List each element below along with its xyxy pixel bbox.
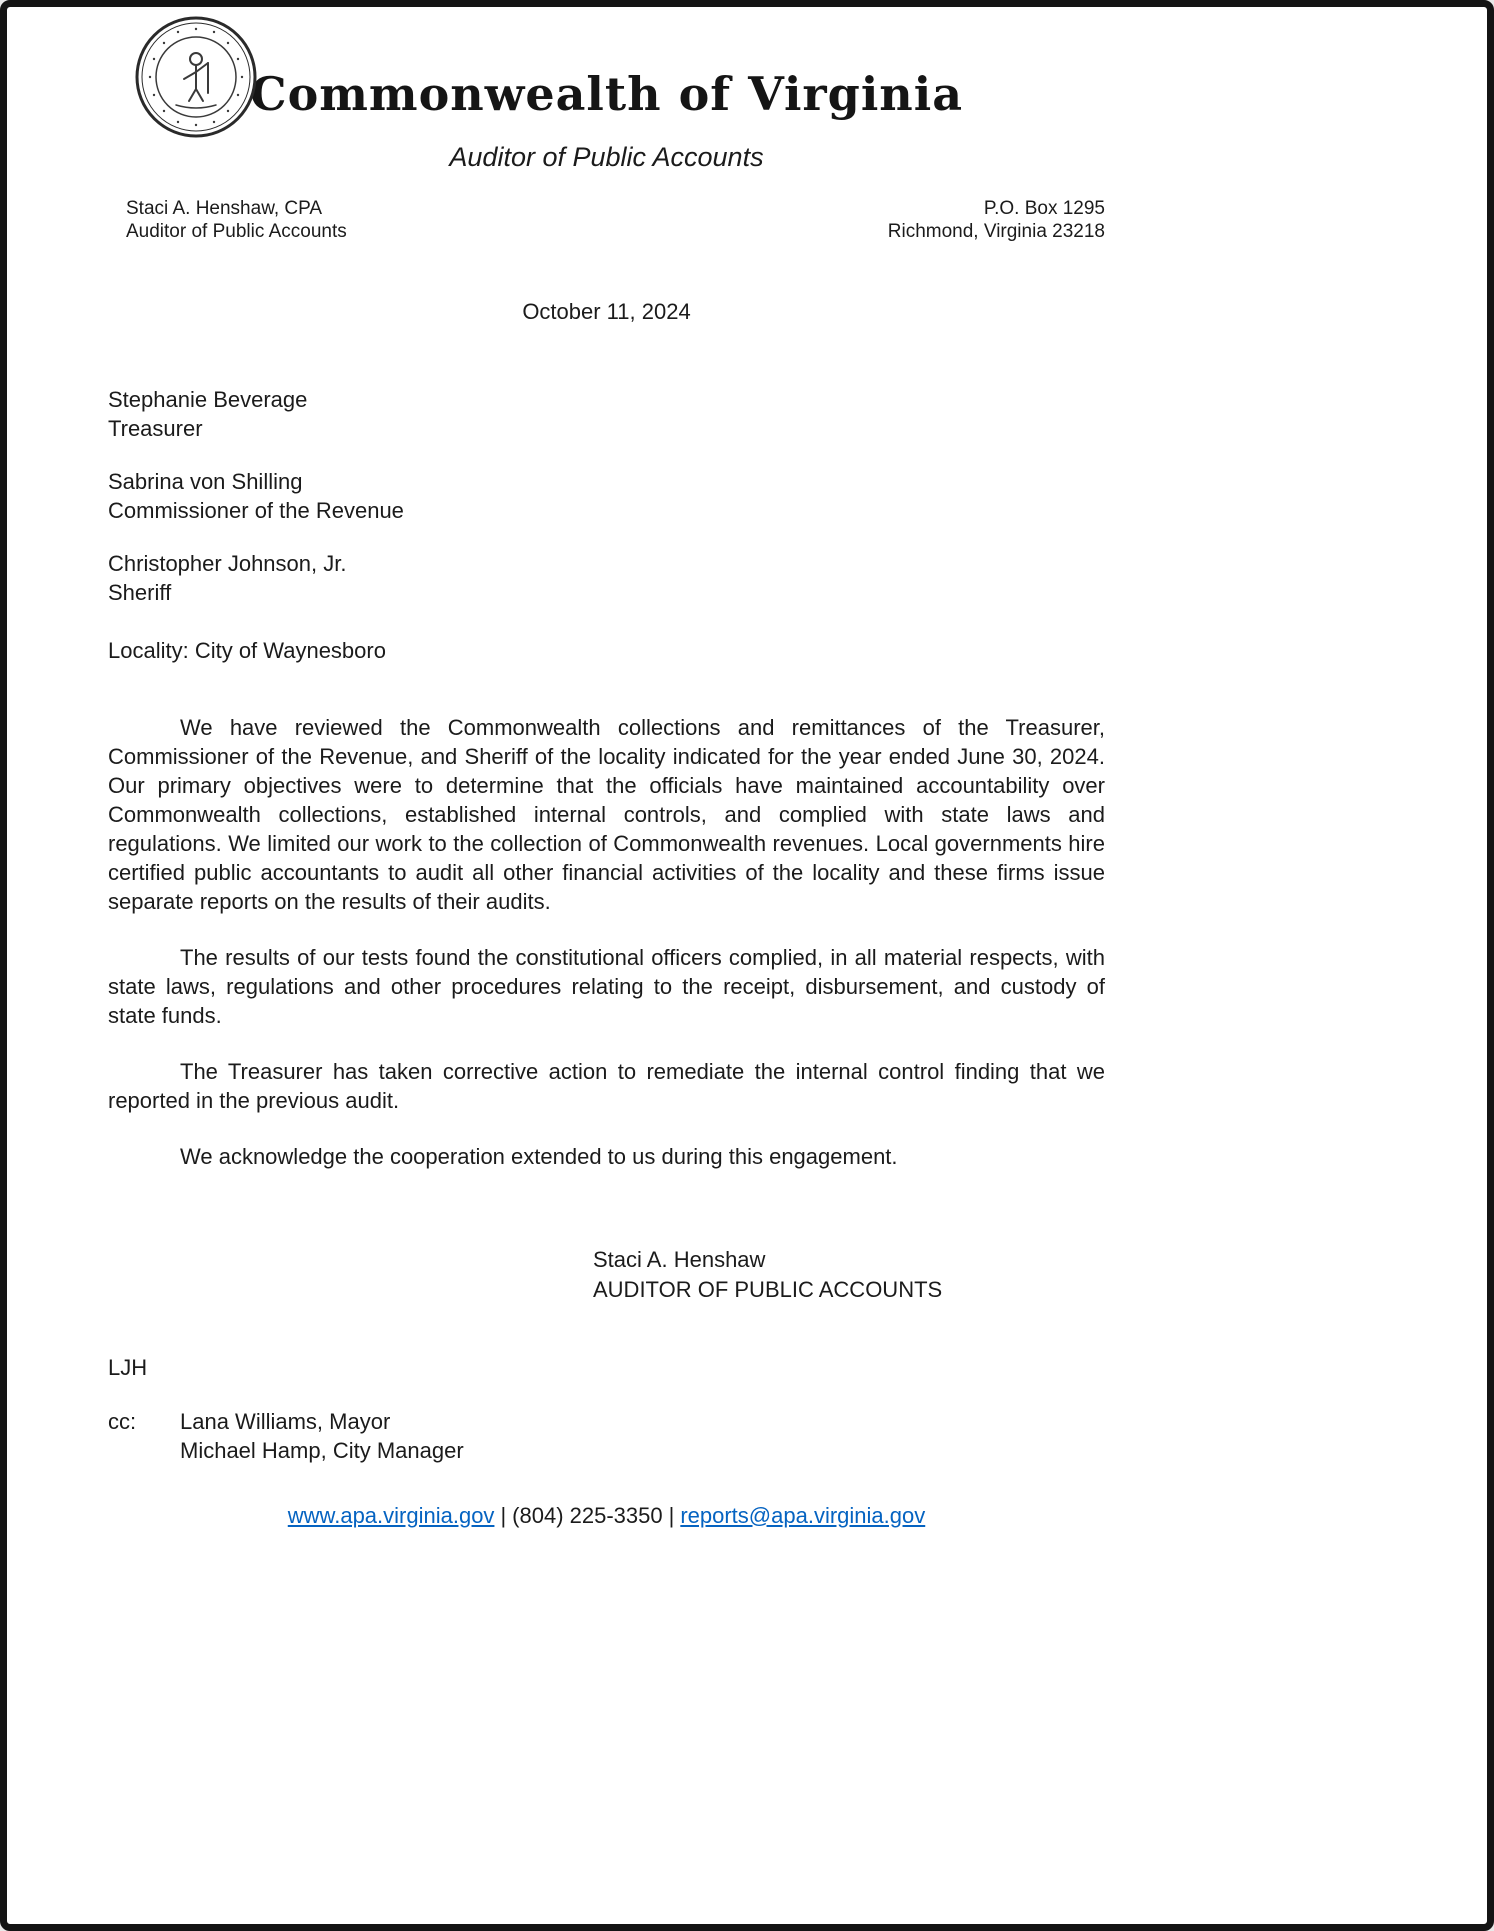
recipient-title: Treasurer bbox=[108, 415, 203, 441]
official-name: Staci A. Henshaw, CPA bbox=[126, 197, 323, 219]
virginia-state-seal-icon bbox=[134, 15, 258, 139]
letterhead-info bbox=[108, 197, 1105, 243]
cc-names bbox=[180, 1407, 464, 1465]
official-title: Auditor of Public Accounts bbox=[126, 220, 347, 242]
signature-name: Staci A. Henshaw bbox=[593, 1246, 766, 1272]
recipient-title: Commissioner of the Revenue bbox=[108, 497, 404, 523]
phone-number: (804) 225-3350 bbox=[512, 1502, 663, 1528]
recipient-name: Sabrina von Shilling bbox=[108, 468, 303, 494]
recipient-list bbox=[108, 385, 1105, 665]
body-paragraph-1: We have reviewed the Commonwealth collections and remittances of the Treasurer, Commissioner of the Revenue, and Sheriff of the locality indicated for the year ended June 30, 2024. Our primary objectives were to determine that the officials have maintained accountability over Commonwealth collections, established internal controls, and complied with state laws and regulations. We limited our work to the collection of Commonwealth revenues. Local governments hire certified public accountants to audit all other financial activities of the locality and these firms issue separate reports on the results of their audits. bbox=[108, 714, 1105, 914]
recipient-title: Sheriff bbox=[108, 579, 172, 605]
cc-name-1: Lana Williams, Mayor bbox=[180, 1408, 391, 1434]
letter-content bbox=[108, 7, 1105, 1529]
recipient-treasurer bbox=[108, 385, 1105, 443]
recipient-name: Christopher Johnson, Jr. bbox=[108, 550, 347, 576]
footer-separator: | bbox=[500, 1502, 507, 1528]
letterhead bbox=[108, 7, 1105, 243]
recipient-commissioner bbox=[108, 467, 1105, 525]
body-paragraph-2: The results of our tests found the constitutional officers complied, in all material respects, with state laws, regulations and other procedures relating to the receipt, disbursement, and custody of state funds. bbox=[108, 944, 1105, 1028]
body-paragraph-4: We acknowledge the cooperation extended to us during this engagement. bbox=[180, 1143, 898, 1169]
address-line-1: P.O. Box 1295 bbox=[983, 197, 1105, 219]
letter-body bbox=[108, 713, 1105, 1171]
letter-date: October 11, 2024 bbox=[522, 298, 691, 324]
preparer-initials: LJH bbox=[108, 1354, 148, 1380]
address-line-2: Richmond, Virginia 23218 bbox=[887, 220, 1105, 242]
cc-block bbox=[108, 1407, 1105, 1465]
website-link[interactable]: www.apa.virginia.gov bbox=[287, 1502, 495, 1528]
email-link[interactable]: reports@apa.virginia.gov bbox=[680, 1502, 926, 1528]
official-info bbox=[108, 197, 347, 243]
recipient-sheriff bbox=[108, 549, 1105, 607]
signature-block bbox=[593, 1245, 1105, 1305]
org-subtitle: Auditor of Public Accounts bbox=[449, 141, 764, 172]
locality-line: Locality: City of Waynesboro bbox=[108, 637, 386, 663]
footer-contact-line bbox=[108, 1503, 1105, 1529]
office-address bbox=[888, 197, 1105, 243]
recipient-name: Stephanie Beverage bbox=[108, 386, 308, 412]
footer-separator: | bbox=[668, 1502, 675, 1528]
cc-label: cc: bbox=[108, 1408, 137, 1434]
cc-name-2: Michael Hamp, City Manager bbox=[180, 1437, 464, 1463]
signature-title: AUDITOR OF PUBLIC ACCOUNTS bbox=[593, 1276, 943, 1302]
body-paragraph-3: The Treasurer has taken corrective action to remediate the internal control finding that we reported in the previous audit. bbox=[108, 1058, 1105, 1113]
org-name: Commonwealth of Virginia bbox=[249, 67, 964, 121]
